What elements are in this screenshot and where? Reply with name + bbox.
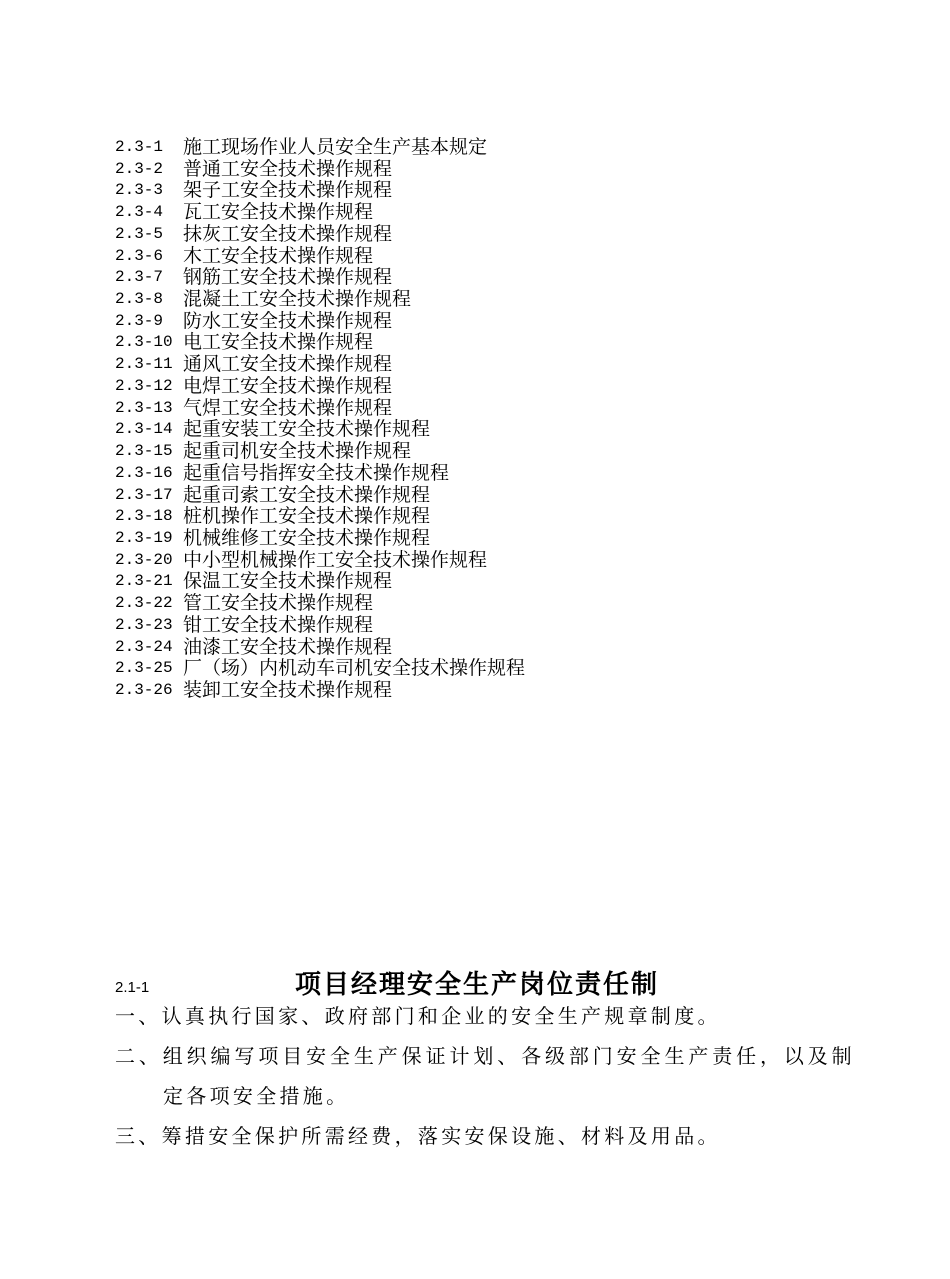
toc-item-title: 保温工安全技术操作规程 bbox=[183, 570, 393, 593]
toc-item bbox=[115, 311, 815, 333]
toc-item-title: 普通工安全技术操作规程 bbox=[183, 157, 393, 180]
toc-item-title: 油漆工安全技术操作规程 bbox=[183, 635, 393, 658]
toc-item-number: 2.3-21 bbox=[115, 572, 173, 591]
toc-item-title: 起重安装工安全技术操作规程 bbox=[183, 418, 431, 441]
toc-item-title: 厂（场）内机动车司机安全技术操作规程 bbox=[183, 657, 526, 680]
toc-item-title: 机械维修工安全技术操作规程 bbox=[183, 526, 431, 549]
toc-item-number: 2.3-8 bbox=[115, 290, 164, 309]
toc-item-title: 装卸工安全技术操作规程 bbox=[183, 678, 393, 701]
toc-item-title: 桩机操作工安全技术操作规程 bbox=[183, 505, 431, 528]
toc-item-number: 2.3-13 bbox=[115, 398, 173, 417]
toc-item-title: 瓦工安全技术操作规程 bbox=[183, 201, 374, 224]
clause-list bbox=[115, 996, 855, 1156]
toc-item-number: 2.3-11 bbox=[115, 355, 173, 374]
toc-item-title: 架子工安全技术操作规程 bbox=[183, 179, 393, 202]
toc-item-title: 施工现场作业人员安全生产基本规定 bbox=[183, 136, 488, 158]
toc-item bbox=[115, 658, 815, 680]
toc-item bbox=[115, 441, 815, 463]
toc-item-number: 2.3-14 bbox=[115, 420, 173, 439]
toc-item-title: 通风工安全技术操作规程 bbox=[183, 353, 393, 376]
toc-item-title: 木工安全技术操作规程 bbox=[183, 244, 374, 267]
toc-item-title: 气焊工安全技术操作规程 bbox=[183, 396, 393, 419]
toc-item bbox=[115, 267, 815, 289]
toc-item-title: 起重司机安全技术操作规程 bbox=[183, 440, 412, 463]
toc-item bbox=[115, 593, 815, 615]
toc-item-number: 2.3-26 bbox=[115, 680, 173, 699]
toc-item-number: 2.3-10 bbox=[115, 333, 173, 352]
toc-item-number: 2.3-18 bbox=[115, 507, 173, 526]
toc-item bbox=[115, 637, 815, 659]
toc-item-number: 2.3-12 bbox=[115, 376, 173, 395]
toc-item-number: 2.3-2 bbox=[115, 159, 164, 178]
toc-item-title: 电工安全技术操作规程 bbox=[183, 331, 374, 354]
toc-item bbox=[115, 246, 815, 268]
toc-item bbox=[115, 528, 815, 550]
clause-item: 三、筹措安全保护所需经费，落实安保设施、材料及用品。 bbox=[115, 1124, 721, 1148]
toc-item bbox=[115, 398, 815, 420]
toc-item-number: 2.3-3 bbox=[115, 181, 164, 200]
toc-item bbox=[115, 376, 815, 398]
toc-item-title: 钢筋工安全技术操作规程 bbox=[183, 266, 393, 289]
toc-item-number: 2.3-24 bbox=[115, 637, 173, 656]
toc-item-number: 2.3-1 bbox=[115, 138, 164, 156]
toc-item-title: 钳工安全技术操作规程 bbox=[183, 613, 374, 636]
toc-item bbox=[115, 419, 815, 441]
toc-item-title: 起重信号指挥安全技术操作规程 bbox=[183, 461, 450, 484]
clause-item: 一、认真执行国家、政府部门和企业的安全生产规章制度。 bbox=[115, 1004, 721, 1028]
toc-item-number: 2.3-19 bbox=[115, 528, 173, 547]
toc-item-title: 防水工安全技术操作规程 bbox=[183, 309, 393, 332]
toc-item-title: 起重司索工安全技术操作规程 bbox=[183, 483, 431, 506]
toc-item bbox=[115, 506, 815, 528]
toc-item bbox=[115, 180, 815, 202]
toc-item-number: 2.3-17 bbox=[115, 485, 173, 504]
toc-item-number: 2.3-25 bbox=[115, 659, 173, 678]
toc-item-title: 管工安全技术操作规程 bbox=[183, 592, 374, 615]
toc-item-number: 2.3-16 bbox=[115, 463, 173, 482]
toc-item-number: 2.3-22 bbox=[115, 594, 173, 613]
toc-item-title: 电焊工安全技术操作规程 bbox=[183, 374, 393, 397]
toc-item-number: 2.3-23 bbox=[115, 615, 173, 634]
toc-item bbox=[115, 137, 815, 159]
toc-item bbox=[115, 680, 815, 702]
toc-item bbox=[115, 463, 815, 485]
toc-item-title: 中小型机械操作工安全技术操作规程 bbox=[183, 548, 488, 571]
toc-item-number: 2.3-20 bbox=[115, 550, 173, 569]
toc-item bbox=[115, 289, 815, 311]
toc-item bbox=[115, 224, 815, 246]
toc-item bbox=[115, 202, 815, 224]
toc-item bbox=[115, 485, 815, 507]
clause-item: 二、组织编写项目安全生产保证计划、各级部门安全生产责任，以及制定各项安全措施。 bbox=[115, 1044, 855, 1108]
toc-item bbox=[115, 550, 815, 572]
toc-item-number: 2.3-6 bbox=[115, 246, 164, 265]
toc-item-title: 抹灰工安全技术操作规程 bbox=[183, 222, 393, 245]
toc-item bbox=[115, 571, 815, 593]
toc-item-number: 2.3-9 bbox=[115, 311, 164, 330]
toc-item bbox=[115, 332, 815, 354]
toc-item-number: 2.3-4 bbox=[115, 203, 164, 222]
toc-item bbox=[115, 354, 815, 376]
toc-item-title: 混凝土工安全技术操作规程 bbox=[183, 288, 412, 311]
section-title: 项目经理安全生产岗位责任制 bbox=[295, 970, 660, 1000]
toc-item-number: 2.3-7 bbox=[115, 268, 164, 287]
toc-list bbox=[115, 137, 815, 702]
section-number: 2.1-1 bbox=[115, 979, 150, 996]
toc-item bbox=[115, 159, 815, 181]
toc-item-number: 2.3-15 bbox=[115, 442, 173, 461]
toc-item bbox=[115, 615, 815, 637]
toc-item-number: 2.3-5 bbox=[115, 224, 164, 243]
